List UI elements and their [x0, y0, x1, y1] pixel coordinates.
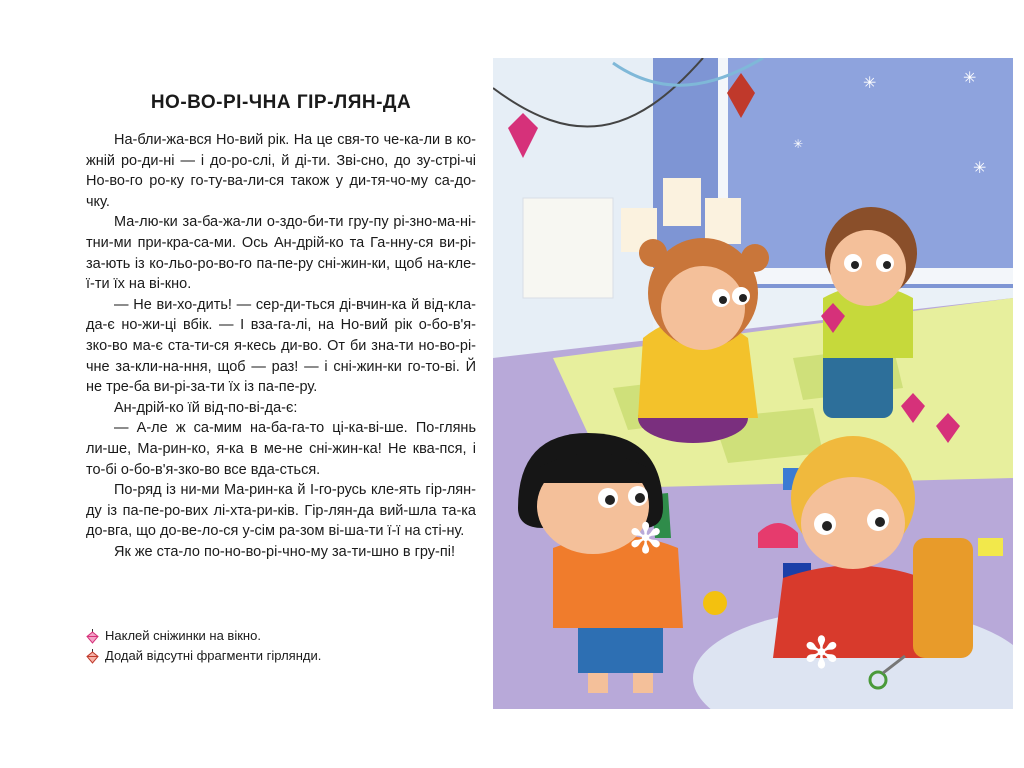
task-text: Наклей сніжинки на вікно.: [105, 628, 261, 643]
task-item: [86, 646, 476, 666]
story-paragraph: На-бли-жа-вся Но-вий рік. На це свя-то че-ка-ли в ко-жній ро-ди-ні — і до-ро-слі, й ді-ти. Зві-сно, до зу-стрі-чі Но-во-го ро-ку го-ту-ва-ли-ся також у ди-тя-чо-му са-до-чку.: [86, 132, 476, 210]
task-list: [86, 626, 476, 666]
story-paragraph: — А-ле ж са-мим на-ба-га-то ці-ка-ві-ше. По-глянь ли-ше, Ма-рин-ко, я-ка в ме-не сні-жин-ка! Не ква-пся, і то-бі о-бо-в'я-зко-во все вда-сться.: [86, 420, 476, 478]
toy-block: [978, 538, 1003, 556]
svg-text:✳: ✳: [973, 158, 987, 177]
chair: [913, 538, 973, 658]
wall-picture: [705, 198, 741, 244]
wall-calendar: [523, 198, 613, 298]
story-title: НО-ВО-РІ-ЧНА ГІР-ЛЯН-ДА: [150, 92, 412, 113]
svg-text:✳: ✳: [793, 137, 804, 151]
svg-text:✳: ✳: [963, 68, 977, 87]
svg-text:✳: ✳: [863, 73, 877, 92]
story-paragraph: По-ряд із ни-ми Ма-рин-ка й І-го-русь кле-ять гір-лян-ду із па-пе-ро-вих лі-хта-ри-ків. Гір-лян-да вий-шла та-ка до-вга, що до-ве-ло-ся у-сім ра-зом ві-ша-ти ї-ї на сті-ну.: [86, 482, 476, 540]
wall-picture: [663, 178, 701, 226]
story-paragraph: — Не ви-хо-дить! — сер-ди-ться ді-вчин-ка й від-кла-да-є но-жи-ці вбік. — І вза-га-лі, на Но-вий рік о-бо-в'я-зко-во ма-є ста-ти-ся я-кесь ди-во. От би зна-ти но-во-рі-чне за-кли-на-ння, щоб — раз! — і сні-жин-ки го-то-ві. Й не тре-ба ви-рі-за-ти їх із па-пе-ру.: [86, 296, 476, 396]
toy-ball: [703, 591, 727, 615]
illustration: [493, 58, 1013, 709]
red-lantern-icon: [86, 649, 99, 664]
svg-text:✻: ✻: [803, 628, 840, 679]
pink-lantern-icon: [86, 629, 99, 644]
story-column: [86, 92, 476, 562]
story-paragraph: Ма-лю-ки за-ба-жа-ли о-здо-би-ти гру-пу рі-зно-ма-ні-тни-ми при-кра-са-ми. Ось Ан-дрій-ко та Га-нну-ся ви-рі-за-ють із ко-льо-ро-во-го па-пе-ру сні-жин-ки, щоб на-кле-ї-ти їх на ві-кно.: [86, 214, 476, 293]
task-item: [86, 626, 476, 646]
svg-text:✻: ✻: [628, 514, 664, 563]
task-text: Додай відсутні фрагменти гірлянди.: [105, 648, 322, 663]
story-paragraph: Ан-дрій-ко їй від-по-ві-да-є:: [114, 399, 298, 416]
story-paragraph: Як же ста-ло по-но-во-рі-чно-му за-ти-шно в гру-пі!: [114, 543, 455, 560]
